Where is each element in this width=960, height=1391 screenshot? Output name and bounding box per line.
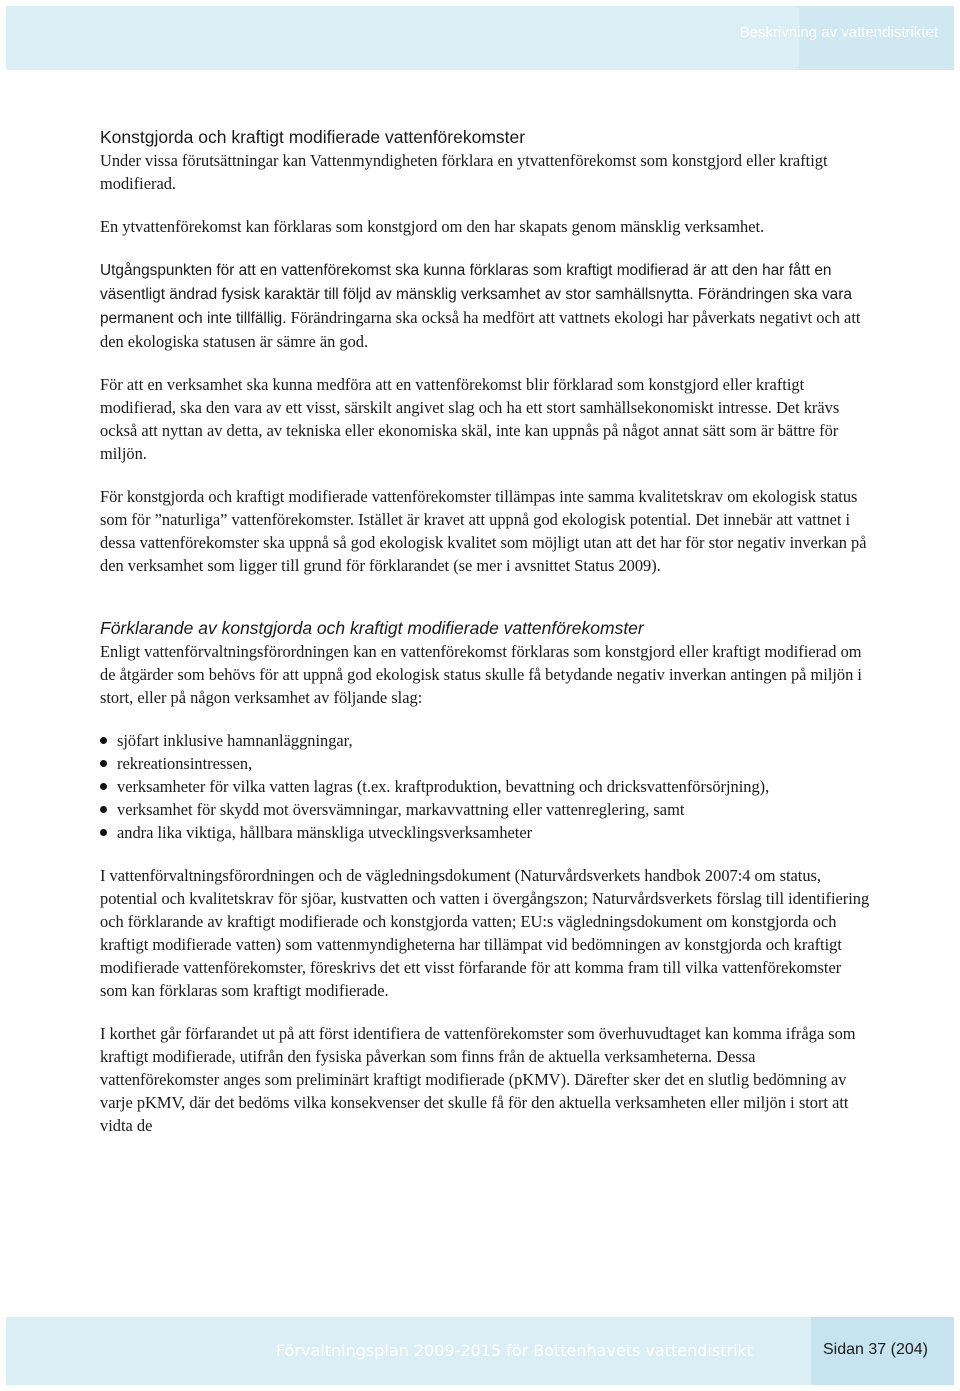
paragraph: Under vissa förutsättningar kan Vattenmyndigheten förklara en ytvattenförekomst som konstgjord eller kraftigt modifierad. — [100, 151, 828, 193]
paragraph: För konstgjorda och kraftigt modifierade vattenförekomster tillämpas inte samma kvalitetskrav om ekologisk status som för ”naturliga” vattenförekomster. Istället är kravet att uppnå god ekologisk potential. Det innebär att vattnet i dessa vattenförekomster ska uppnå så god ekologisk kvalitet som möjligt utan att det har för stor negativ inverkan på den verksamhet som ligger till grund för förklarandet (se mer i avsnittet Status 2009). — [100, 487, 867, 575]
paragraph — [100, 258, 870, 353]
paragraph: I korthet går förfarandet ut på att först identifiera de vattenförekomster som överhuvudtaget kan komma ifråga som kraftigt modifierade, utifrån den fysiska påverkan som finns från de aktuella verksamheterna. Dessa vattenförekomster anges som preliminärt kraftigt modifierade (pKMV). Därefter sker det en slutlig bedömning av varje pKMV, där det bedöms vilka konsekvenser det skulle få för den aktuella verksamheten eller miljön i stort att vidta de — [100, 1024, 856, 1135]
list-item — [100, 775, 870, 798]
bullet-list — [100, 729, 870, 844]
paragraph: En ytvattenförekomst kan förklaras som konstgjord om den har skapats genom mänsklig verksamhet. — [100, 217, 765, 236]
paragraph-sans-part: Utgångspunkten för att en vattenförekomst ska kunna förklaras som kraftigt modifierad är att den har fått en väsentligt ändrad fysisk karaktär till följd av mänsklig verksamhet av stor samhällsnytta. Förändringen ska vara permanent och inte tillfällig. — [100, 262, 852, 327]
bullet-icon — [100, 829, 107, 836]
list-item — [100, 752, 870, 775]
header-title: Beskrivning av vattendistriktet — [739, 24, 938, 41]
paragraph: Enligt vattenförvaltningsförordningen kan en vattenförekomst förklaras som konstgjord eller kraftigt modifierad om de åtgärder som behövs för att uppnå god ekologisk status skulle få betydande negativ inverkan antingen på miljön i stort, eller på någon verksamhet av följande slag: — [100, 642, 862, 707]
page-number: Sidan 37 (204) — [823, 1341, 928, 1358]
list-item-text: verksamheter för vilka vatten lagras (t.ex. kraftproduktion, bevattning och dricksvattenförsörjning), — [117, 777, 770, 796]
section-heading: Förklarande av konstgjorda och kraftigt modifierade vattenförekomster — [100, 618, 644, 638]
section-heading: Konstgjorda och kraftigt modifierade vattenförekomster — [100, 127, 526, 147]
list-item — [100, 729, 870, 752]
paragraph-serif-part: Förändringarna ska också ha medfört att vattnets ekologi har påverkats negativt och att den ekologiska statusen är sämre än god. — [100, 308, 861, 351]
document-body — [100, 126, 870, 1137]
list-item-text: sjöfart inklusive hamnanläggningar, — [117, 731, 353, 750]
paragraph: För att en verksamhet ska kunna medföra att en vattenförekomst blir förklarad som konstgjord eller kraftigt modifierad, ska den vara av ett visst, särskilt angivet slag och ha ett stort samhällsekonomiskt intresse. Det krävs också att nyttan av detta, av tekniska eller ekonomiska skäl, inte kan uppnås på något annat sätt som är bättre för miljön. — [100, 375, 840, 463]
bullet-icon — [100, 783, 107, 790]
bullet-icon — [100, 806, 107, 813]
bullet-icon — [100, 737, 107, 744]
paragraph: I vattenförvaltningsförordningen och de vägledningsdokument (Naturvårdsverkets handbok 2007:4 om status, potential och kvalitetskrav för sjöar, kustvatten och vatten i övergångszon; Naturvårdsverkets förslag till identifiering och förklarande av kraftigt modifierade och konstgjorda vatten; EU:s vägledningsdokument om konstgjorda och kraftigt modifierade vatten) som vattenmyndigheterna har tillämpat vid bedömningen av konstgjorda och kraftigt modifierade vattenförekomster, föreskrivs det ett visst förfarande för att komma fram till vilka vattenförekomster som kan förklaras som kraftigt modifierade. — [100, 866, 870, 1000]
footer-title: Förvaltningsplan 2009-2015 för Bottenhavets vattendistrikt — [276, 1341, 754, 1360]
list-item-text: rekreationsintressen, — [117, 754, 253, 773]
list-item-text: andra lika viktiga, hållbara mänskliga utvecklingsverksamheter — [117, 823, 533, 842]
list-item-text: verksamhet för skydd mot översvämningar, markavvattning eller vattenreglering, samt — [117, 800, 685, 819]
bullet-icon — [100, 760, 107, 767]
list-item — [100, 821, 870, 844]
list-item — [100, 798, 870, 821]
